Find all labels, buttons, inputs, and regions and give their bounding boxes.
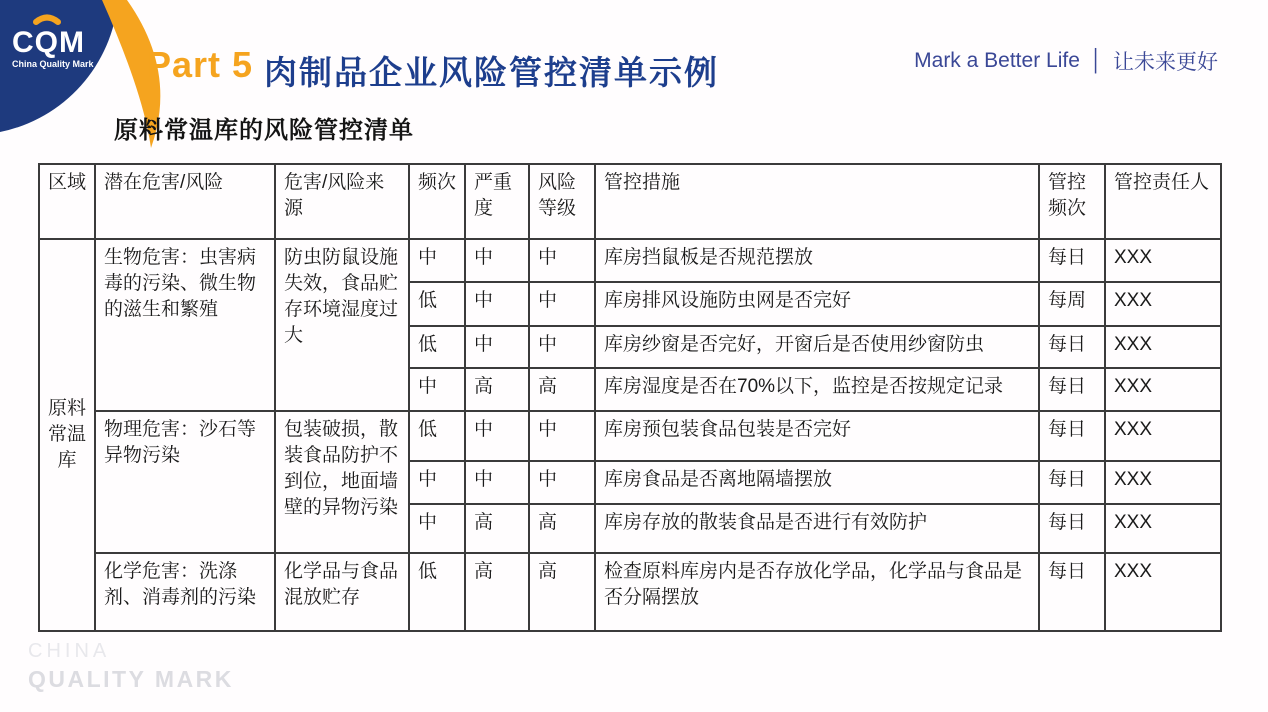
likelihood-cell: 低 [409,326,465,368]
owner-cell: XXX [1105,326,1221,368]
control-frequency-cell: 每日 [1039,461,1105,504]
risk-level-cell: 高 [529,368,595,411]
measure-cell: 检查原料库房内是否存放化学品，化学品与食品是否分隔摆放 [595,553,1039,631]
col-header-owner: 管控责任人 [1105,164,1221,239]
table-row [39,239,1221,282]
control-frequency-cell: 每日 [1039,239,1105,282]
owner-cell: XXX [1105,282,1221,326]
risk-level-cell: 高 [529,504,595,553]
severity-cell: 中 [465,461,529,504]
measure-cell: 库房预包装食品包装是否完好 [595,411,1039,461]
measure-cell: 库房纱窗是否完好，开窗后是否使用纱窗防虫 [595,326,1039,368]
control-frequency-cell: 每周 [1039,282,1105,326]
hazard-cell: 化学危害：洗涤剂、消毒剂的污染 [95,553,275,631]
table-row [39,553,1221,631]
control-frequency-cell: 每日 [1039,411,1105,461]
area-cell: 原料常温库 [39,239,95,631]
page-title: 肉制品企业风险管控清单示例 [264,54,719,91]
col-header-risk-level: 风险等级 [529,164,595,239]
table-header-row [39,164,1221,239]
hazard-cell: 物理危害：沙石等异物污染 [95,411,275,553]
risk-level-cell: 中 [529,461,595,504]
col-header-severity: 严重度 [465,164,529,239]
owner-cell: XXX [1105,368,1221,411]
source-cell: 包装破损，散装食品防护不到位，地面墙壁的异物污染 [275,411,409,553]
logo-text: CQM [12,26,85,59]
measure-cell: 库房食品是否离地隔墙摆放 [595,461,1039,504]
watermark-line2: QUALITY MARK [28,666,234,692]
source-cell: 化学品与食品混放贮存 [275,553,409,631]
risk-level-cell: 中 [529,239,595,282]
col-header-control-frequency: 管控频次 [1039,164,1105,239]
risk-level-cell: 中 [529,326,595,368]
tagline-zh: 让未来更好 [1113,51,1218,74]
owner-cell: XXX [1105,239,1221,282]
severity-cell: 高 [465,368,529,411]
watermark-line1: CHINA [28,640,111,662]
part-label: Part 5 [147,44,254,85]
col-header-measures: 管控措施 [595,164,1039,239]
likelihood-cell: 低 [409,282,465,326]
owner-cell: XXX [1105,553,1221,631]
severity-cell: 高 [465,553,529,631]
measure-cell: 库房存放的散装食品是否进行有效防护 [595,504,1039,553]
brand-tagline [914,46,1218,76]
severity-cell: 中 [465,326,529,368]
col-header-likelihood: 频次 [409,164,465,239]
tagline-separator: │ [1089,49,1103,72]
likelihood-cell: 中 [409,368,465,411]
col-header-source: 危害/风险来源 [275,164,409,239]
likelihood-cell: 中 [409,239,465,282]
severity-cell: 高 [465,504,529,553]
measure-cell: 库房湿度是否在70%以下，监控是否按规定记录 [595,368,1039,411]
risk-level-cell: 高 [529,553,595,631]
table-title: 原料常温库的风险管控清单 [114,117,414,144]
control-frequency-cell: 每日 [1039,326,1105,368]
severity-cell: 中 [465,282,529,326]
logo-subtext: China Quality Mark [12,59,94,69]
control-frequency-cell: 每日 [1039,553,1105,631]
severity-cell: 中 [465,411,529,461]
likelihood-cell: 低 [409,553,465,631]
background-watermark [28,640,234,693]
owner-cell: XXX [1105,411,1221,461]
risk-level-cell: 中 [529,282,595,326]
col-header-hazard: 潜在危害/风险 [95,164,275,239]
table-row [39,411,1221,461]
likelihood-cell: 中 [409,504,465,553]
tagline-en: Mark a Better Life [914,49,1080,72]
measure-cell: 库房排风设施防虫网是否完好 [595,282,1039,326]
severity-cell: 中 [465,239,529,282]
owner-cell: XXX [1105,461,1221,504]
hazard-cell: 生物危害：虫害病毒的污染、微生物的滋生和繁殖 [95,239,275,411]
source-cell: 防虫防鼠设施失效，食品贮存环境湿度过大 [275,239,409,411]
control-frequency-cell: 每日 [1039,504,1105,553]
risk-level-cell: 中 [529,411,595,461]
likelihood-cell: 中 [409,461,465,504]
col-header-area: 区域 [39,164,95,239]
owner-cell: XXX [1105,504,1221,553]
control-frequency-cell: 每日 [1039,368,1105,411]
measure-cell: 库房挡鼠板是否规范摆放 [595,239,1039,282]
likelihood-cell: 低 [409,411,465,461]
risk-control-table [38,163,1222,632]
